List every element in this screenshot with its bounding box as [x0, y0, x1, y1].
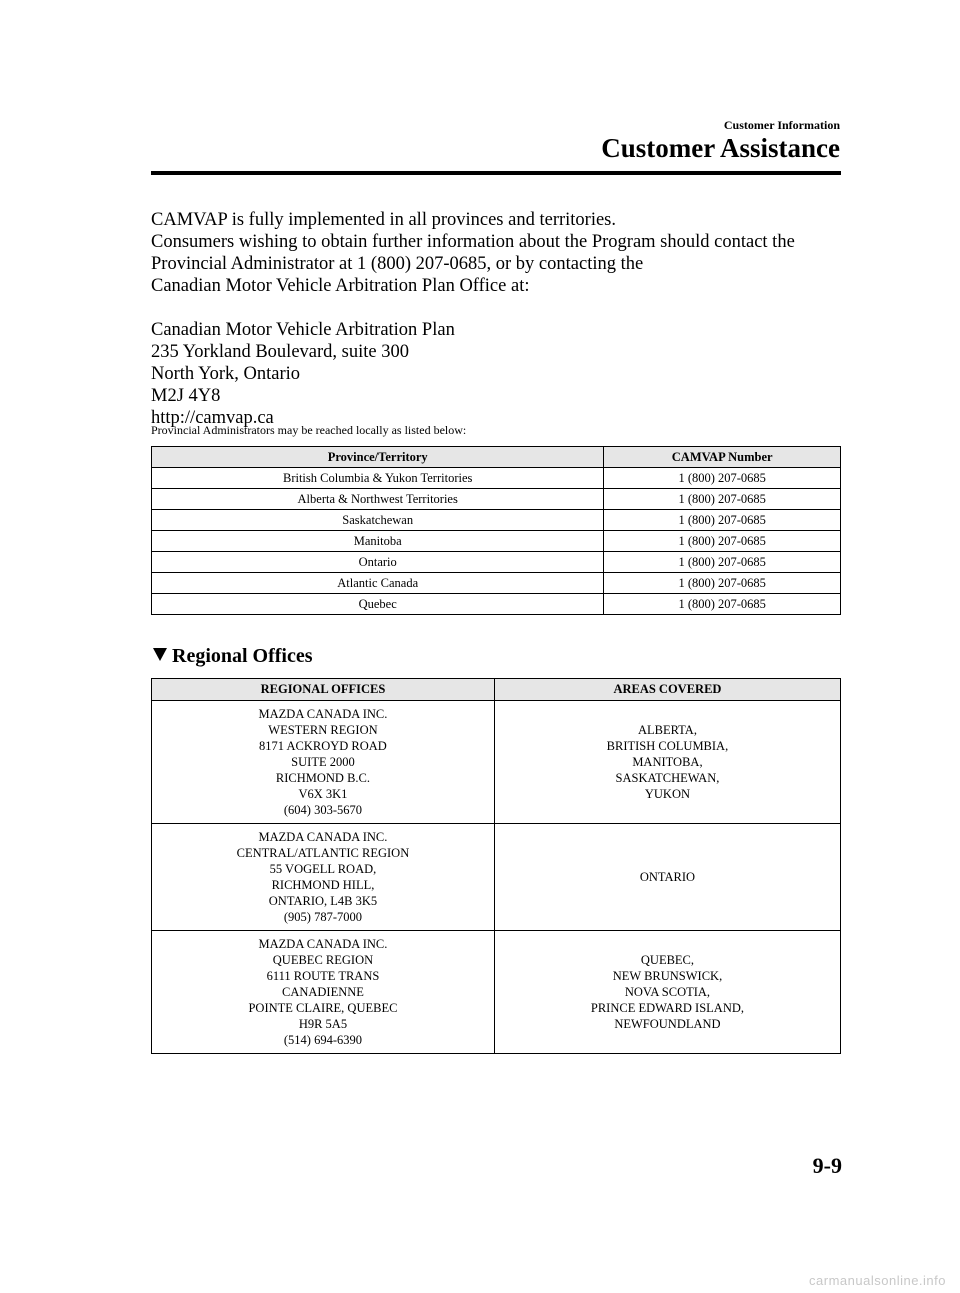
address-name: Canadian Motor Vehicle Arbitration Plan [151, 320, 455, 340]
number-cell: 1 (800) 207-0685 [604, 552, 841, 573]
table-header-row [152, 679, 841, 701]
header-number: CAMVAP Number [604, 447, 841, 468]
office-line: WESTERN REGION [268, 723, 378, 737]
camvap-table [151, 446, 841, 615]
intro-line-2: Consumers wishing to obtain further information about the Program should contact the [151, 232, 795, 252]
office-line: POINTE CLAIRE, QUEBEC [248, 1001, 398, 1015]
regional-offices-table [151, 678, 841, 1054]
address-city: North York, Ontario [151, 364, 301, 384]
header-regional-offices: REGIONAL OFFICES [152, 679, 495, 701]
province-cell: Alberta & Northwest Territories [152, 489, 604, 510]
number-cell: 1 (800) 207-0685 [604, 573, 841, 594]
area-line: BRITISH COLUMBIA, [606, 739, 729, 753]
regional-offices-heading [153, 643, 313, 669]
table-row [152, 573, 841, 594]
table-row [152, 468, 841, 489]
province-cell: Atlantic Canada [152, 573, 604, 594]
table-row [152, 931, 841, 1054]
camvap-url: http://camvap.ca [151, 408, 274, 428]
area-line: NEW BRUNSWICK, [612, 969, 723, 983]
areas-cell [494, 824, 840, 931]
watermark-text: carmanualsonline.info [809, 1273, 946, 1288]
office-line: 6111 ROUTE TRANS [266, 969, 380, 983]
office-line: CENTRAL/ATLANTIC REGION [236, 846, 410, 860]
area-line: ALBERTA, [637, 723, 697, 737]
number-cell: 1 (800) 207-0685 [604, 468, 841, 489]
province-cell: Manitoba [152, 531, 604, 552]
office-line: ONTARIO, L4B 3K5 [268, 894, 378, 908]
area-line: NOVA SCOTIA, [624, 985, 711, 999]
header-rule [151, 171, 841, 175]
intro-line-3: Provincial Administrator at 1 (800) 207-0685, or by contacting the [151, 254, 644, 274]
triangle-down-icon [153, 648, 167, 661]
section-label: Customer Information [723, 118, 840, 132]
address-postal: M2J 4Y8 [151, 386, 221, 406]
province-cell: Ontario [152, 552, 604, 573]
area-line: NEWFOUNDLAND [614, 1017, 721, 1031]
office-line: H9R 5A5 [298, 1017, 348, 1031]
intro-line-4: Canadian Motor Vehicle Arbitration Plan Office at: [151, 276, 530, 296]
area-line: YUKON [644, 787, 691, 801]
office-line: MAZDA CANADA INC. [258, 937, 388, 951]
number-cell: 1 (800) 207-0685 [604, 594, 841, 615]
office-line: SUITE 2000 [291, 755, 355, 769]
table-row [152, 531, 841, 552]
office-line: (514) 694-6390 [283, 1033, 363, 1047]
office-cell [152, 701, 495, 824]
address-street: 235 Yorkland Boulevard, suite 300 [151, 342, 409, 362]
areas-cell [494, 931, 840, 1054]
province-cell: Saskatchewan [152, 510, 604, 531]
office-line: (604) 303-5670 [283, 803, 363, 817]
header-areas-covered: AREAS COVERED [494, 679, 840, 701]
intro-line-1: CAMVAP is fully implemented in all provinces and territories. [151, 210, 617, 230]
province-cell: Quebec [152, 594, 604, 615]
number-cell: 1 (800) 207-0685 [604, 489, 841, 510]
office-line: CANADIENNE [281, 985, 364, 999]
province-cell: British Columbia & Yukon Territories [152, 468, 604, 489]
intro-text [151, 209, 841, 429]
office-line: RICHMOND HILL, [271, 878, 375, 892]
office-line: MAZDA CANADA INC. [258, 707, 388, 721]
table-row [152, 701, 841, 824]
header-province: Province/Territory [152, 447, 604, 468]
area-line: PRINCE EDWARD ISLAND, [590, 1001, 745, 1015]
office-line: 8171 ACKROYD ROAD [259, 739, 387, 753]
table-row [152, 824, 841, 931]
office-cell [152, 824, 495, 931]
area-line: QUEBEC, [640, 953, 695, 967]
office-line: V6X 3K1 [298, 787, 348, 801]
number-cell: 1 (800) 207-0685 [604, 531, 841, 552]
table-row [152, 552, 841, 573]
page-title: Customer Assistance [601, 133, 840, 163]
office-line: 55 VOGELL ROAD, [269, 862, 377, 876]
areas-cell [494, 701, 840, 824]
office-line: MAZDA CANADA INC. [258, 830, 388, 844]
administrators-note: Provincial Administrators may be reached locally as listed below: [151, 423, 467, 437]
table-row [152, 594, 841, 615]
table-row [152, 510, 841, 531]
office-line: (905) 787-7000 [283, 910, 363, 924]
area-line: MANITOBA, [632, 755, 703, 769]
table-header-row [152, 447, 841, 468]
area-line: SASKATCHEWAN, [615, 771, 720, 785]
table-row [152, 489, 841, 510]
office-line: QUEBEC REGION [272, 953, 374, 967]
office-line: RICHMOND B.C. [275, 771, 371, 785]
spacer [151, 297, 841, 319]
regional-heading-text: Regional Offices [172, 645, 313, 667]
page-number: 9-9 [812, 1153, 842, 1178]
number-cell: 1 (800) 207-0685 [604, 510, 841, 531]
area-line: ONTARIO [639, 870, 696, 884]
office-cell [152, 931, 495, 1054]
